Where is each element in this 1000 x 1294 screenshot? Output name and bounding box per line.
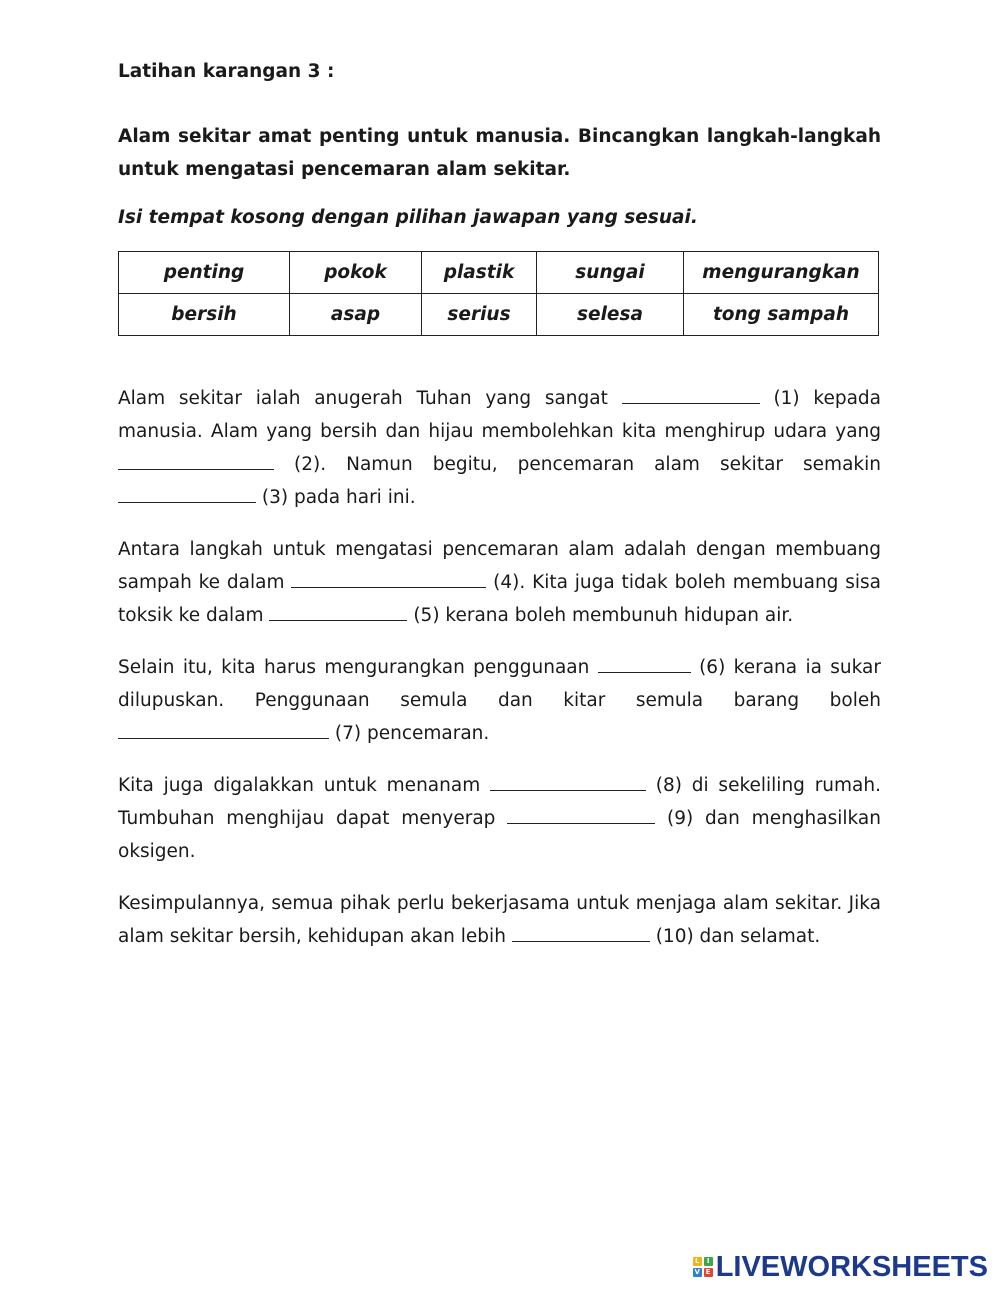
passage-text: (3) pada hari ini. <box>261 487 416 508</box>
instruction-text: Isi tempat kosong dengan pilihan jawapan yang sesuai. <box>118 207 698 228</box>
passage-text: Alam sekitar ialah anugerah Tuhan yang sangat <box>118 388 608 409</box>
blank-7[interactable] <box>118 718 329 739</box>
word-bank-cell: asap <box>290 294 422 336</box>
blank-3[interactable] <box>118 482 256 503</box>
logo-text: LIVEWORKSHEETS <box>715 1250 988 1283</box>
blank-2[interactable] <box>118 449 274 470</box>
passage-text: Kesimpulannya, semua pihak perlu bekerjasama untuk menjaga alam sekitar. Jika alam sekitar bersih, kehidupan akan lebih <box>118 893 881 947</box>
passage-text: (6) kerana ia sukar dilupuskan. Penggunaan semula dan kitar semula barang boleh <box>118 657 881 711</box>
blank-9[interactable] <box>507 803 655 824</box>
word-bank-cell: penting <box>119 252 290 294</box>
liveworksheets-logo[interactable] <box>693 1252 988 1282</box>
logo-mark-cell: L <box>693 1257 702 1266</box>
passage-text: Kita juga digalakkan untuk menanam <box>118 775 481 796</box>
word-bank-cell: selesa <box>537 294 684 336</box>
logo-mark-cell: V <box>694 1268 700 1276</box>
blank-8[interactable] <box>490 770 646 791</box>
paragraph-2 <box>118 533 881 632</box>
passage <box>118 382 881 953</box>
word-bank-table <box>118 251 879 336</box>
word-bank-cell: tong sampah <box>684 294 879 336</box>
word-bank-cell: plastik <box>422 252 537 294</box>
paragraph-3 <box>118 651 881 750</box>
logo-mark-cell: I <box>704 1257 713 1266</box>
word-bank-row <box>119 252 879 294</box>
logo-mark-icon <box>693 1257 713 1277</box>
passage-text: (2). Namun begitu, pencemaran alam sekitar semakin <box>294 454 881 475</box>
paragraph-5 <box>118 887 881 953</box>
passage-text: Selain itu, kita harus mengurangkan penggunaan <box>118 657 590 678</box>
passage-text: (8) di sekeliling rumah. Tumbuhan menghijau dapat menyerap <box>118 775 881 829</box>
passage-text: (9) dan menghasilkan oksigen. <box>118 808 881 862</box>
word-bank-row <box>119 294 879 336</box>
word-bank-cell: pokok <box>290 252 422 294</box>
word-bank-cell: sungai <box>537 252 684 294</box>
page-title: Latihan karangan 3 : <box>118 61 335 82</box>
passage-text: (5) kerana boleh membunuh hidupan air. <box>413 605 794 626</box>
passage-text: (4). Kita juga tidak boleh membuang sisa toksik ke dalam <box>118 572 882 626</box>
passage-text: (1) kepada manusia. Alam yang bersih dan hijau membolehkan kita menghirup udara yang <box>118 388 882 442</box>
passage-text: Antara langkah untuk mengatasi pencemaran alam adalah dengan membuang sampah ke dalam <box>118 539 881 593</box>
logo-mark-cell: E <box>704 1268 713 1277</box>
word-bank-cell: mengurangkan <box>684 252 879 294</box>
essay-question: Alam sekitar amat penting untuk manusia. Bincangkan langkah-langkah untuk mengatasi pencemaran alam sekitar. <box>118 126 881 180</box>
blank-1[interactable] <box>622 383 760 404</box>
passage-text: (10) dan selamat. <box>655 926 821 947</box>
blank-4[interactable] <box>291 567 486 588</box>
word-bank-cell: bersih <box>119 294 290 336</box>
paragraph-1 <box>118 382 881 514</box>
blank-6[interactable] <box>598 652 691 673</box>
blank-10[interactable] <box>512 921 650 942</box>
paragraph-4 <box>118 769 881 868</box>
passage-text: (7) pencemaran. <box>334 723 490 744</box>
blank-5[interactable] <box>269 600 407 621</box>
word-bank-cell: serius <box>422 294 537 336</box>
worksheet-page <box>118 58 881 972</box>
